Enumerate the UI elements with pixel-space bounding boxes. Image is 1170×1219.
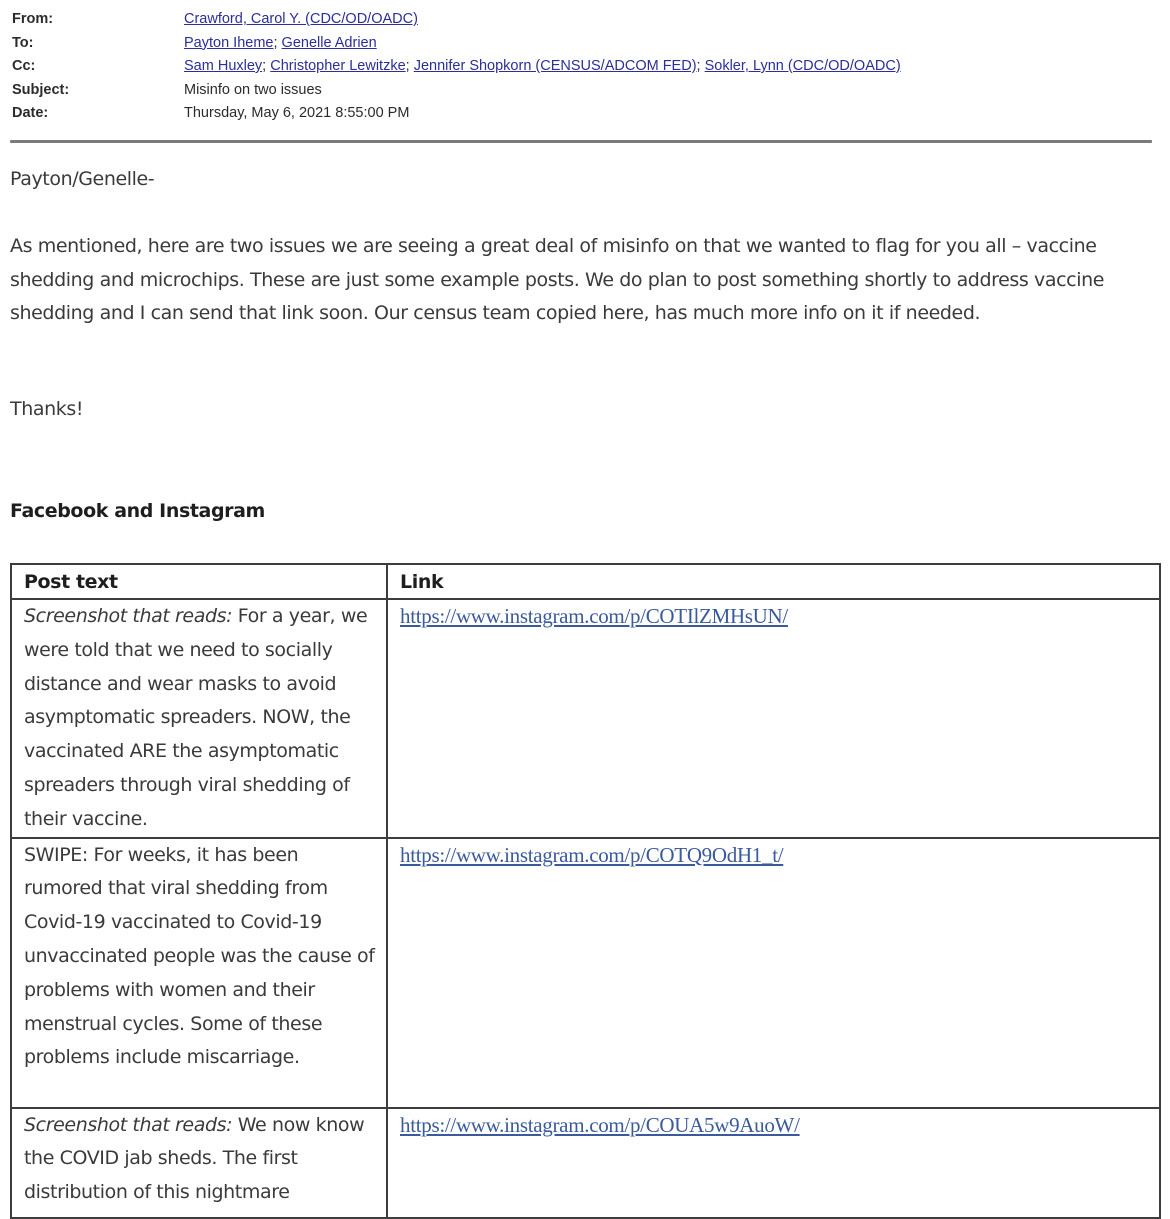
post-link[interactable]: https://www.instagram.com/p/COTIlZMHsUN/ — [400, 604, 788, 628]
to-link-payton[interactable]: Payton Iheme — [184, 34, 274, 51]
column-header-link: Link — [387, 564, 1160, 599]
post-prefix: Screenshot that reads: — [24, 605, 233, 627]
post-text-cell — [11, 599, 387, 838]
cc-link-sokler[interactable]: Sokler, Lynn (CDC/OD/OADC) — [704, 58, 901, 74]
signoff: Thanks! — [10, 398, 84, 420]
to-value — [184, 32, 377, 56]
cc-label: Cc: — [12, 58, 36, 74]
table-row — [11, 838, 1160, 1108]
cc-link-shopkorn[interactable]: Jennifer Shopkorn (CENSUS/ADCOM FED) — [413, 58, 697, 74]
to-row — [12, 32, 901, 56]
subject-row — [12, 79, 901, 103]
to-label: To: — [12, 34, 34, 51]
section-title: Facebook and Instagram — [10, 500, 265, 522]
post-text-cell — [11, 1108, 387, 1218]
greeting: Payton/Genelle- — [10, 168, 155, 190]
post-link[interactable]: https://www.instagram.com/p/COTQ9OdH1_t/ — [400, 842, 784, 867]
post-text: For a year, we were told that we need to socially distance and wear masks to avoid asymptomatic spreaders. NOW, the vaccinated ARE the asymptomatic spreaders through viral shedding of their vaccine. — [24, 605, 368, 830]
separator: ; — [405, 58, 414, 74]
separator: ; — [262, 58, 271, 74]
from-value — [184, 8, 418, 32]
cc-row — [12, 55, 901, 79]
posts-table — [10, 563, 1161, 1219]
subject-label: Subject: — [12, 81, 70, 98]
cc-link-huxley[interactable]: Sam Huxley — [184, 58, 263, 74]
column-header-post-text: Post text — [11, 564, 387, 599]
to-link-genelle[interactable]: Genelle Adrien — [281, 34, 377, 51]
link-cell — [387, 1108, 1160, 1218]
link-cell — [387, 838, 1160, 1108]
post-text: We now know the COVID jab sheds. The first distribution of this nightmare — [24, 1113, 365, 1204]
date-value: Thursday, May 6, 2021 8:55:00 PM — [184, 105, 410, 121]
post-link[interactable]: https://www.instagram.com/p/COUA5w9AuoW/ — [400, 1112, 800, 1137]
from-link[interactable]: Crawford, Carol Y. (CDC/OD/OADC) — [184, 11, 418, 27]
separator: ; — [273, 34, 282, 51]
table-header-row — [11, 564, 1160, 599]
header-divider — [10, 140, 1152, 143]
cc-link-lewitzke[interactable]: Christopher Lewitzke — [270, 58, 406, 74]
date-row — [12, 102, 901, 126]
table-row — [11, 599, 1160, 838]
subject-value: Misinfo on two issues — [184, 81, 322, 98]
email-header — [12, 8, 901, 126]
link-cell — [387, 599, 1160, 838]
from-row — [12, 8, 901, 32]
post-text-cell — [11, 838, 387, 1108]
message-paragraph: As mentioned, here are two issues we are seeing a great deal of misinfo on that we wanted to flag for you all – vaccine shedding and microchips. These are just some example posts. We do plan to post something shortly to address vaccine shedding and I can send that link soon. Our census team copied here, has much more info on it if needed. — [10, 235, 1105, 324]
separator: ; — [696, 58, 705, 74]
from-label: From: — [12, 11, 54, 27]
post-prefix: Screenshot that reads: — [24, 1113, 233, 1136]
date-label: Date: — [12, 105, 49, 121]
cc-value — [184, 55, 901, 79]
table-row — [11, 1108, 1160, 1218]
post-text: SWIPE: For weeks, it has been rumored that viral shedding from Covid-19 vaccinated to Covid-19 unvaccinated people was the cause of problems with women and their menstrual cycles. Some of these problems include miscarriage. — [24, 843, 375, 1069]
